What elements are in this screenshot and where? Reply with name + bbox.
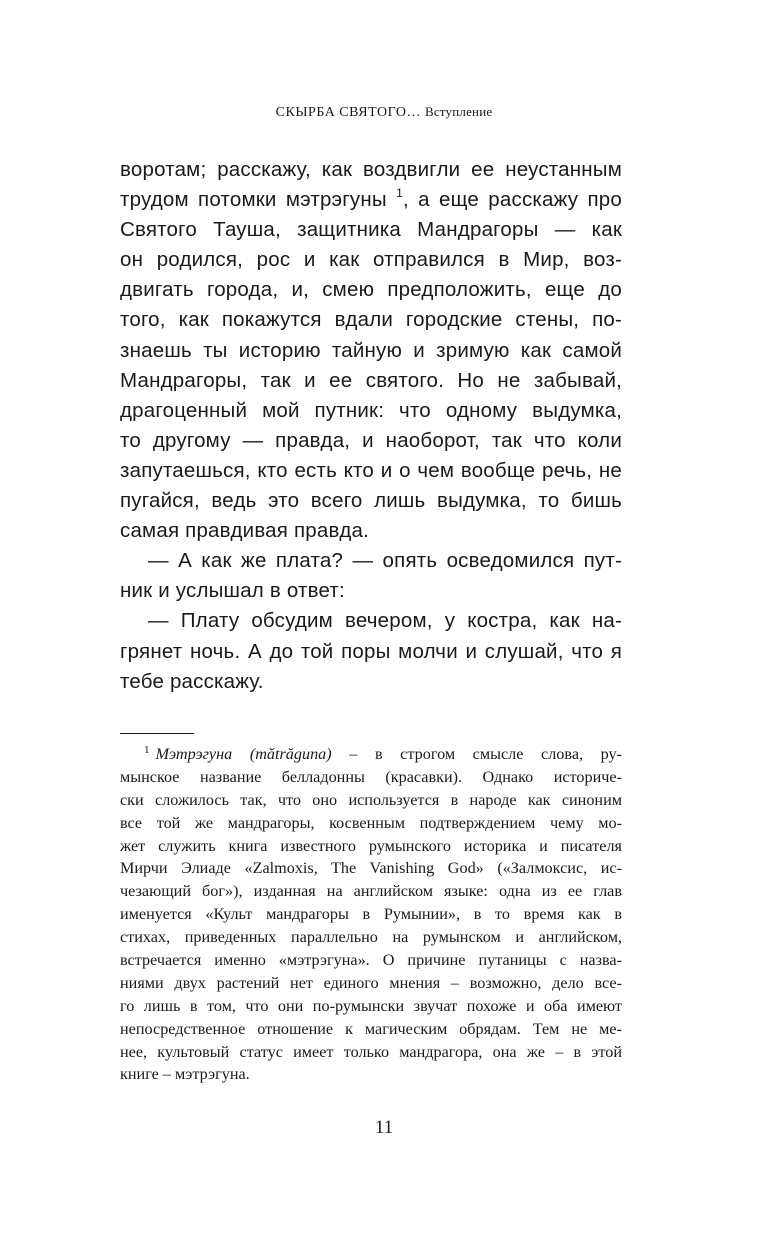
footnote-line: го лишь в том, что они по-румынски звучат похоже и оба имеют [120, 996, 622, 1015]
text-line: драгоценный мой путник: что одному выдумка, [120, 398, 622, 422]
footnote-line: ски сложилось так, что оно используется в народе как синоним [120, 790, 622, 809]
text-line: запутаешься, кто есть кто и о чем вообще речь, не [120, 458, 622, 482]
footnote-line: непосредственное отношение к магическим обрядам. Тем не ме- [120, 1019, 622, 1038]
running-head-section: Вступление [424, 104, 493, 119]
footnote-line: встречается именно «мэтрэгуна». О причине путаницы с назва- [120, 951, 622, 970]
text-line: грянет ночь. А до той поры молчи и слушай, что я [120, 639, 622, 663]
text-line: пугайся, ведь это всего лишь выдумка, то бишь [120, 489, 622, 513]
footnote-line: жет служить книга известного румынского историка и писателя [120, 836, 622, 855]
footnote-line: именуется «Культ мандрагоры в Румынии», в то время как в [120, 905, 622, 924]
text-line: двигать города, и, смею предположить, еще до [120, 278, 622, 302]
footnote-mark: 1 [144, 744, 150, 756]
footnote-line: книге – мэтрэгуна. [120, 1065, 250, 1084]
text-line: он родился, рос и как отправился в Мир, воз- [120, 248, 622, 272]
text-line: того, как покажутся вдали городские стены, по- [120, 308, 622, 332]
text-line: Святого Тауша, защитника Мандрагоры — как [120, 218, 622, 242]
text-line: знаешь ты историю тайную и зримую как самой [120, 338, 622, 362]
page-number: 11 [374, 1117, 394, 1138]
text-line: тебе расскажу. [120, 669, 264, 693]
text-line: воротам; расскажу, как воздвигли ее неустанным [120, 158, 622, 181]
footnote-line: ниями двух растений нет единого мнения – возможно, дело все- [120, 973, 622, 992]
text-line: самая правдивая правда. [120, 519, 369, 543]
footnote-line: Мирчи Элиаде «Zalmoxis, The Vanishing God» («Залмоксис, ис- [120, 859, 622, 878]
footnote-reference: 1 [396, 186, 403, 201]
footnote-line: мынское название белладонны (красавки). Однако историче- [120, 767, 622, 786]
footnote-divider [120, 733, 194, 734]
text-line: ник и услышал в ответ: [120, 579, 345, 603]
footnote-line: чезающий бог»), изданная на английском языке: одна из ее глав [120, 882, 622, 901]
main-text [120, 155, 622, 697]
running-head-title: СКЫРБА СВЯТОГО… [275, 105, 421, 120]
text-line: трудом потомки мэтрэгуны $^1$, а еще расскажу про [120, 186, 622, 212]
running-head [0, 104, 768, 121]
dialogue-line: — Плату обсудим вечером, у костра, как на- [148, 609, 622, 633]
footnote-line: $^1$ Мэтрэгуна (mătrăguna) – в строгом смысле слова, ру- [144, 744, 623, 763]
footnote-term: Мэтрэгуна (mătrăguna) [155, 745, 332, 763]
text-line: то другому — правда, и наоборот, так что коли [120, 428, 622, 452]
footnote [120, 743, 622, 1086]
dialogue-line: — А как же плата? — опять осведомился пут- [148, 549, 622, 573]
text-line: Мандрагоры, так и ее святого. Но не забывай, [120, 368, 622, 392]
footnote-line: стихах, приведенных параллельно на румынском и английском, [120, 928, 622, 947]
footnote-line: нее, культовый статус имеет только мандрагора, она же – в этой [120, 1042, 622, 1061]
footnote-line: все той же мандрагоры, косвенным подтверждением чему мо- [120, 813, 622, 832]
